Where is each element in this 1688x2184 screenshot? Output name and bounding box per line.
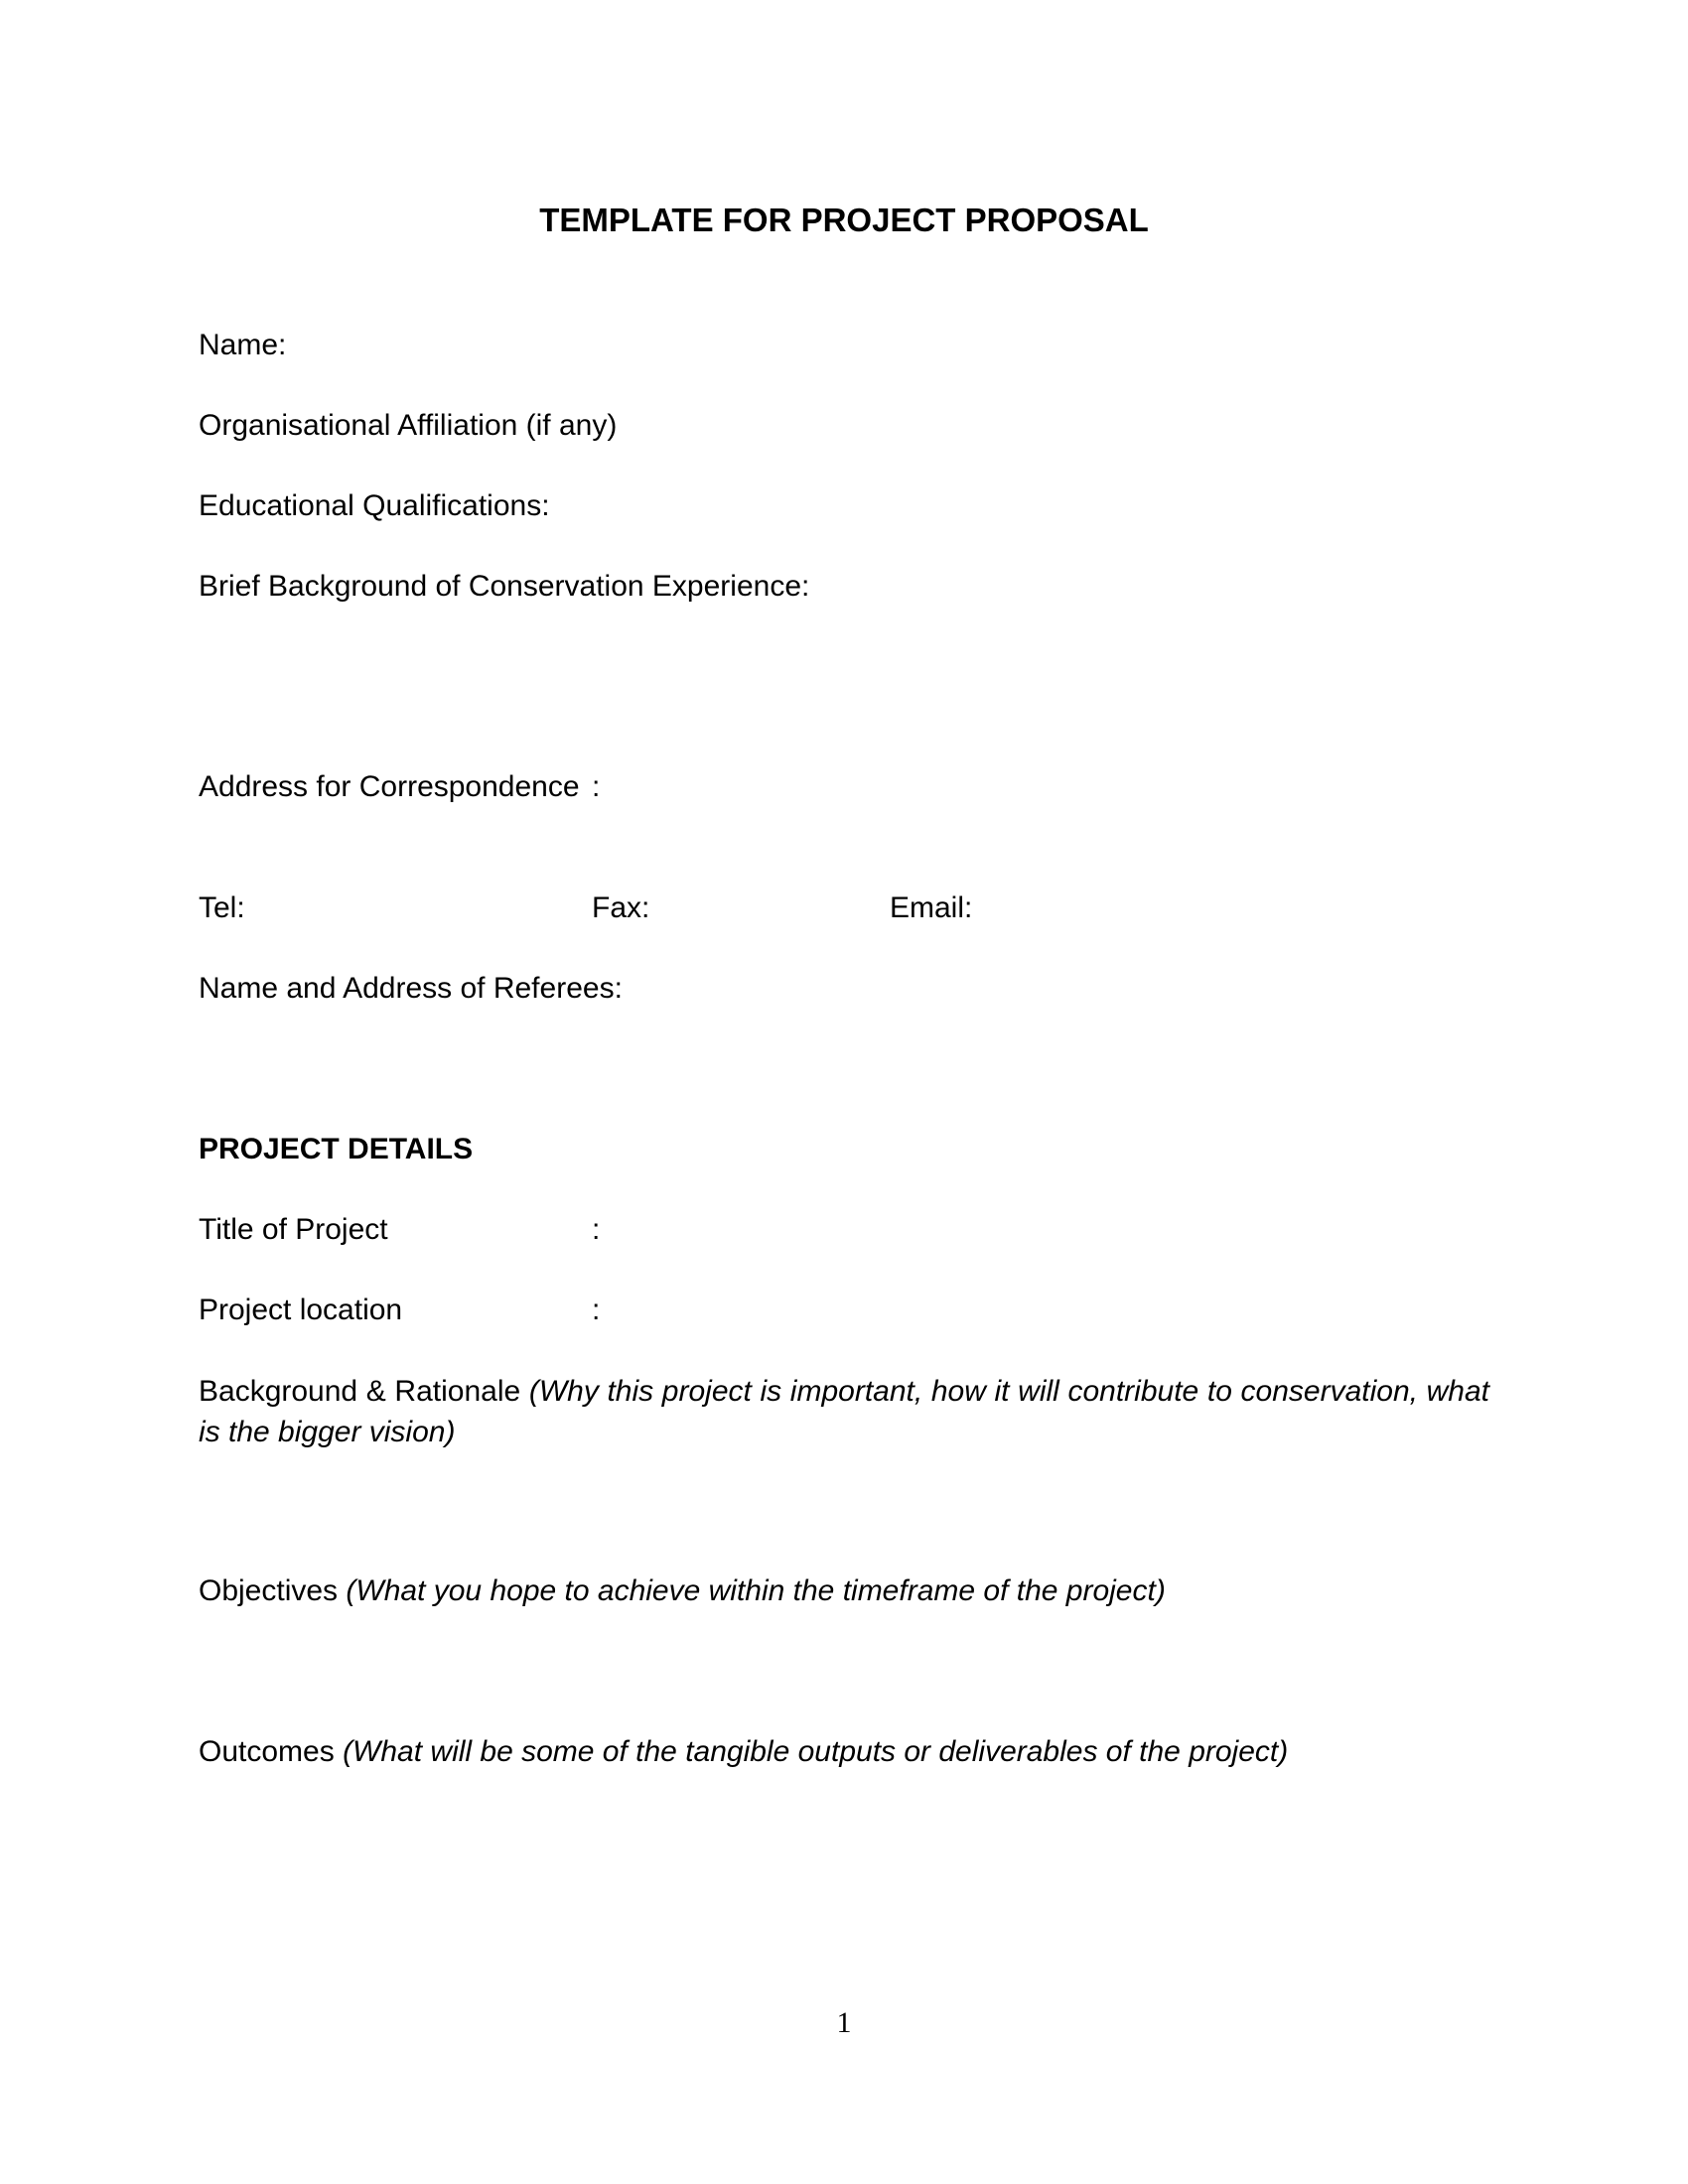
fax-label: Fax: bbox=[592, 891, 650, 924]
project-title-colon: : bbox=[592, 1213, 601, 1246]
tel-label: Tel: bbox=[199, 891, 245, 924]
affiliation-label: Organisational Affiliation (if any) bbox=[199, 409, 618, 442]
objectives-line bbox=[199, 1571, 1166, 1611]
outcomes-line bbox=[199, 1732, 1288, 1772]
address-colon: : bbox=[592, 770, 601, 803]
address-label: Address for Correspondence bbox=[199, 770, 580, 803]
outcomes-label: Outcomes bbox=[199, 1735, 335, 1768]
document-title: TEMPLATE FOR PROJECT PROPOSAL bbox=[539, 202, 1149, 238]
experience-label: Brief Background of Conservation Experience: bbox=[199, 570, 810, 603]
project-details-heading: PROJECT DETAILS bbox=[199, 1133, 474, 1165]
background-rationale-paragraph bbox=[199, 1371, 1489, 1452]
project-location-colon: : bbox=[592, 1294, 601, 1326]
name-label: Name: bbox=[199, 329, 287, 361]
outcomes-hint: (What will be some of the tangible outputs or deliverables of the project) bbox=[343, 1735, 1289, 1768]
objectives-label: Objectives bbox=[199, 1574, 339, 1607]
background-hint: (Why this project is important, how it will contribute to conservation, what is the bigger vision) bbox=[199, 1375, 1489, 1448]
referees-label: Name and Address of Referees: bbox=[199, 972, 623, 1005]
page-number: 1 bbox=[836, 2006, 852, 2039]
email-label: Email: bbox=[890, 891, 973, 924]
project-title-label: Title of Project bbox=[199, 1213, 388, 1246]
qualifications-label: Educational Qualifications: bbox=[199, 489, 550, 522]
project-location-label: Project location bbox=[199, 1294, 403, 1326]
background-label: Background & Rationale bbox=[199, 1375, 521, 1408]
objectives-hint: (What you hope to achieve within the timeframe of the project) bbox=[346, 1574, 1166, 1607]
